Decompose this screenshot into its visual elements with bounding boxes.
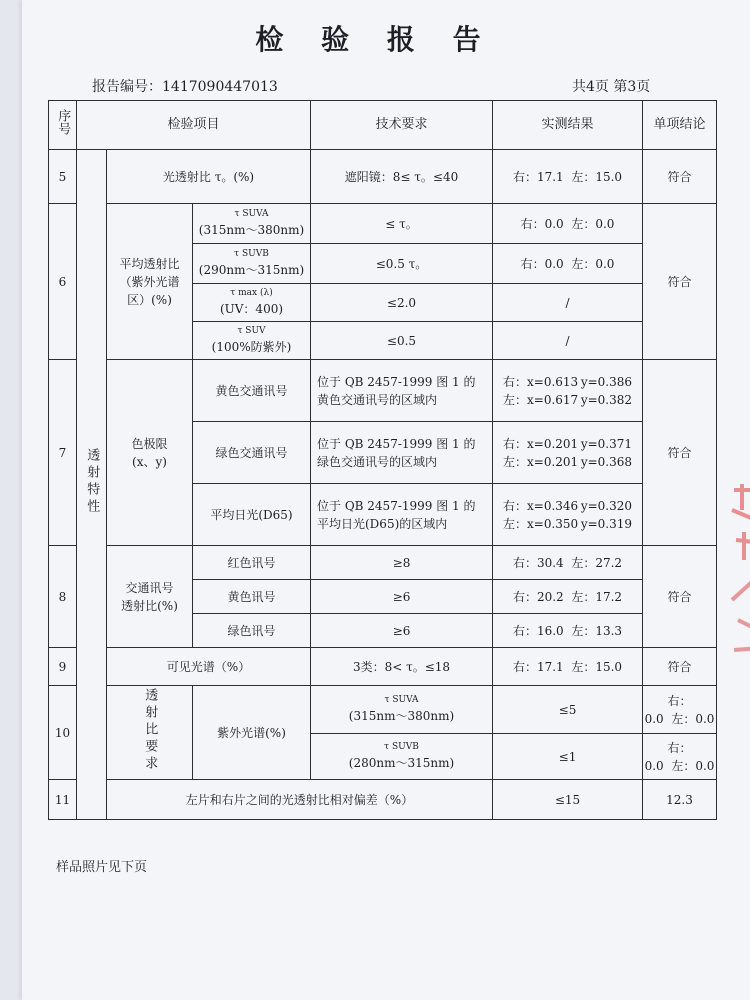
result: 右：0.0 左：0.0 xyxy=(643,734,717,780)
table-row xyxy=(49,780,717,820)
requirement: ≤2.0 xyxy=(311,284,493,322)
item-name: 平均透射比（紫外光谱区）(%) xyxy=(107,204,193,360)
item-name: 左片和右片之间的光透射比相对偏差（%） xyxy=(107,780,493,820)
result: 右：x=0.201 y=0.371 左：x=0.201 y=0.368 xyxy=(493,422,643,484)
item-name: 光透射比 τ。(%) xyxy=(107,150,311,204)
result: 右：30.4 左：27.2 xyxy=(493,546,643,580)
result: / xyxy=(493,284,643,322)
requirement: 位于 QB 2457-1999 图 1 的平均日光(D65)的区域内 xyxy=(311,484,493,546)
sub-item: τ SUVB (290nm～315nm) xyxy=(193,244,311,284)
conclusion: 符合 xyxy=(643,648,717,686)
sub-item: 红色讯号 xyxy=(193,546,311,580)
header-requirement: 技术要求 xyxy=(311,101,493,150)
item-name: 可见光谱（%） xyxy=(107,648,311,686)
sub-item: τ SUVA (315nm～380nm) xyxy=(193,204,311,244)
group-transmission-ratio: 透射比要求 xyxy=(107,686,193,780)
result: / xyxy=(493,322,643,360)
result: 右：x=0.346 y=0.320 左：x=0.350 y=0.319 xyxy=(493,484,643,546)
row-number: 11 xyxy=(49,780,77,820)
result: 右：0.0 左：0.0 xyxy=(493,204,643,244)
requirement: 位于 QB 2457-1999 图 1 的绿色交通讯号的区域内 xyxy=(311,422,493,484)
item-name: 色极限 (x、y) xyxy=(107,360,193,546)
table-row xyxy=(49,648,717,686)
report-number: 报告编号：1417090447013 xyxy=(92,79,278,95)
requirement: 位于 QB 2457-1999 图 1 的黄色交通讯号的区域内 xyxy=(311,360,493,422)
page-info: 共4页 第3页 xyxy=(572,79,651,95)
conclusion: 符合 xyxy=(643,150,717,204)
result: 右：x=0.613 y=0.386 左：x=0.617 y=0.382 xyxy=(493,360,643,422)
table-row xyxy=(49,686,717,734)
requirement: 3类：8< τ。≤18 xyxy=(311,648,493,686)
page-title: 检 验 报 告 xyxy=(255,23,495,56)
result: 右：16.0 左：13.3 xyxy=(493,614,643,648)
sub-item: τ SUVB (280nm～315nm) xyxy=(311,734,493,780)
requirement: ≤ τ。 xyxy=(311,204,493,244)
row-number: 8 xyxy=(49,546,77,648)
seal-mark-icon xyxy=(724,480,750,660)
conclusion: 符合 xyxy=(643,546,717,648)
requirement: ≤15 xyxy=(493,780,643,820)
requirement: ≤5 xyxy=(493,686,643,734)
table-row xyxy=(49,360,717,422)
sub-item: τ SUVA (315nm～380nm) xyxy=(311,686,493,734)
sub-item: 平均日光(D65) xyxy=(193,484,311,546)
item-name: 交通讯号 透射比(%) xyxy=(107,546,193,648)
sub-item: τ max (λ) (UV：400) xyxy=(193,284,311,322)
red-seal-fragment xyxy=(724,480,750,660)
sub-item: 黄色讯号 xyxy=(193,580,311,614)
row-number: 5 xyxy=(49,150,77,204)
table-header-row xyxy=(49,101,717,150)
header-seq: 序号 xyxy=(55,108,71,135)
header-conclusion: 单项结论 xyxy=(643,101,717,150)
header-result: 实测结果 xyxy=(493,101,643,150)
result: 右：0.0 左：0.0 xyxy=(493,244,643,284)
table-row xyxy=(49,150,717,204)
requirement: 遮阳镜：8≤ τ。≤40 xyxy=(311,150,493,204)
row-number: 9 xyxy=(49,648,77,686)
header-item: 检验项目 xyxy=(77,101,311,150)
item-name: 紫外光谱(%) xyxy=(193,686,311,780)
sub-item: τ SUV (100%防紫外) xyxy=(193,322,311,360)
requirement: ≥8 xyxy=(311,546,493,580)
inspection-table xyxy=(48,100,717,820)
result: 12.3 xyxy=(643,780,717,820)
sub-item: 黄色交通讯号 xyxy=(193,360,311,422)
result: 右：20.2 左：17.2 xyxy=(493,580,643,614)
conclusion: 符合 xyxy=(643,204,717,360)
requirement: ≤0.5 τ。 xyxy=(311,244,493,284)
table-row xyxy=(49,546,717,580)
result: 右：17.1 左：15.0 xyxy=(493,648,643,686)
row-number: 10 xyxy=(49,686,77,780)
sub-item: 绿色讯号 xyxy=(193,614,311,648)
conclusion: 符合 xyxy=(643,360,717,546)
group-transmission: 透射特性 xyxy=(77,150,107,820)
row-number: 7 xyxy=(49,360,77,546)
table-row xyxy=(49,204,717,244)
result: 右：17.1 左：15.0 xyxy=(493,150,643,204)
row-number: 6 xyxy=(49,204,77,360)
requirement: ≥6 xyxy=(311,580,493,614)
requirement: ≤1 xyxy=(493,734,643,780)
requirement: ≥6 xyxy=(311,614,493,648)
requirement: ≤0.5 xyxy=(311,322,493,360)
result: 右：0.0 左：0.0 xyxy=(643,686,717,734)
sub-item: 绿色交通讯号 xyxy=(193,422,311,484)
footnote: 样品照片见下页 xyxy=(56,860,148,875)
